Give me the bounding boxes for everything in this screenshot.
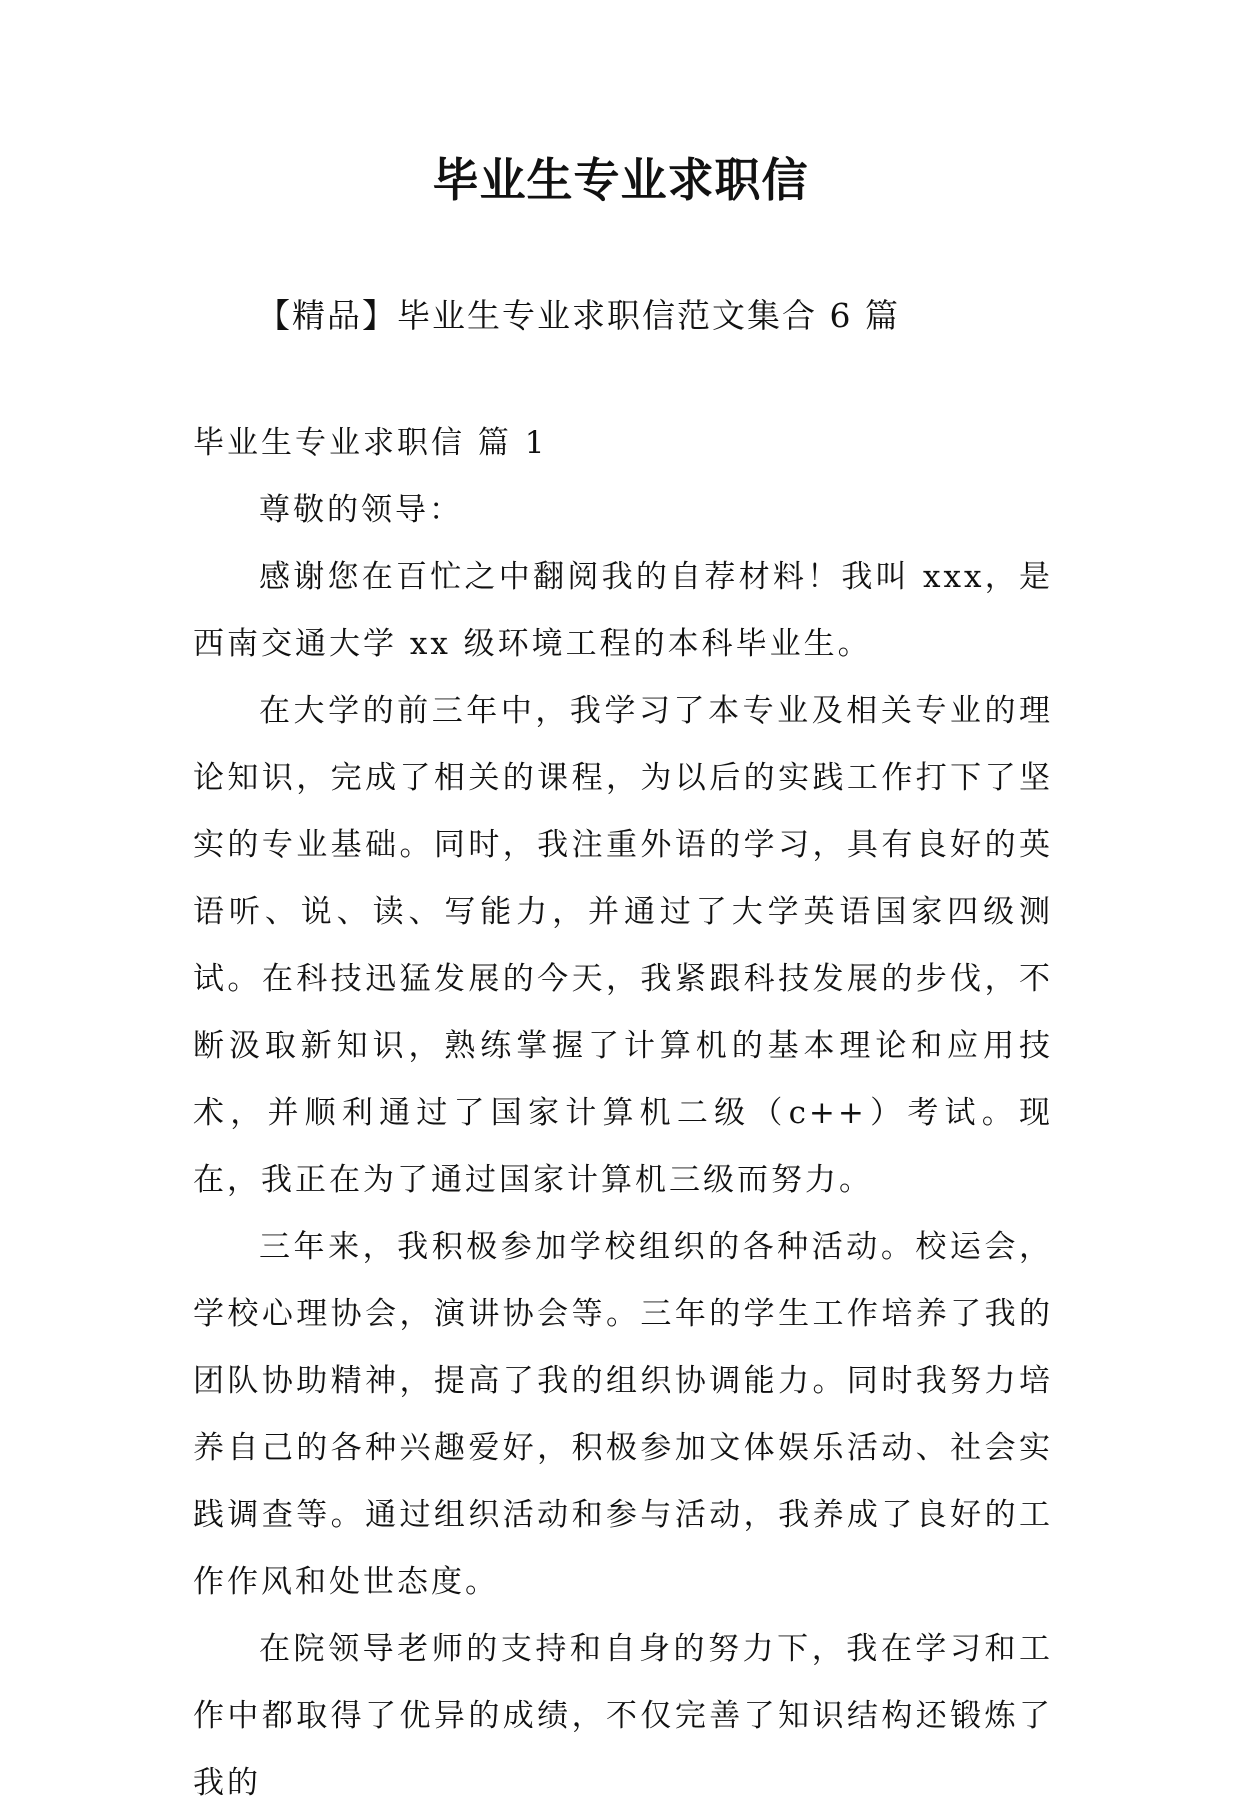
body-paragraph: 三年来，我积极参加学校组织的各种活动。校运会，学校心理协会，演讲协会等。三年的学生工作培养了我的团队协助精神，提高了我的组织协调能力。同时我努力培养自己的各种兴趣爱好，积极参加文体娱乐活动、社会实践调查等。通过组织活动和参与活动，我养成了良好的工作作风和处世态度。 (193, 1229, 1053, 1600)
body-paragraph: 在院领导老师的支持和自身的努力下，我在学习和工作中都取得了优异的成绩，不仅完善了知识结构还锻炼了我的 (193, 1631, 1053, 1801)
document-title: 毕业生专业求职信 (432, 153, 809, 207)
section-heading: 毕业生专业求职信 篇 1 (193, 425, 548, 461)
document-subtitle: 【精品】毕业生专业求职信范文集合 6 篇 (257, 296, 900, 335)
document-body (193, 410, 1053, 1817)
body-paragraph: 感谢您在百忙之中翻阅我的自荐材料！我叫 xxx，是西南交通大学 xx 级环境工程的本科毕业生。 (193, 559, 1053, 662)
body-paragraph: 在大学的前三年中，我学习了本专业及相关专业的理论知识，完成了相关的课程，为以后的实践工作打下了坚实的专业基础。同时，我注重外语的学习，具有良好的英语听、说、读、写能力，并通过了大学英语国家四级测试。在科技迅猛发展的今天，我紧跟科技发展的步伐，不断汲取新知识，熟练掌握了计算机的基本理论和应用技术，并顺利通过了国家计算机二级（c++）考试。现在，我正在为了通过国家计算机三级而努力。 (193, 693, 1053, 1198)
salutation-paragraph: 尊敬的领导： (259, 492, 463, 528)
